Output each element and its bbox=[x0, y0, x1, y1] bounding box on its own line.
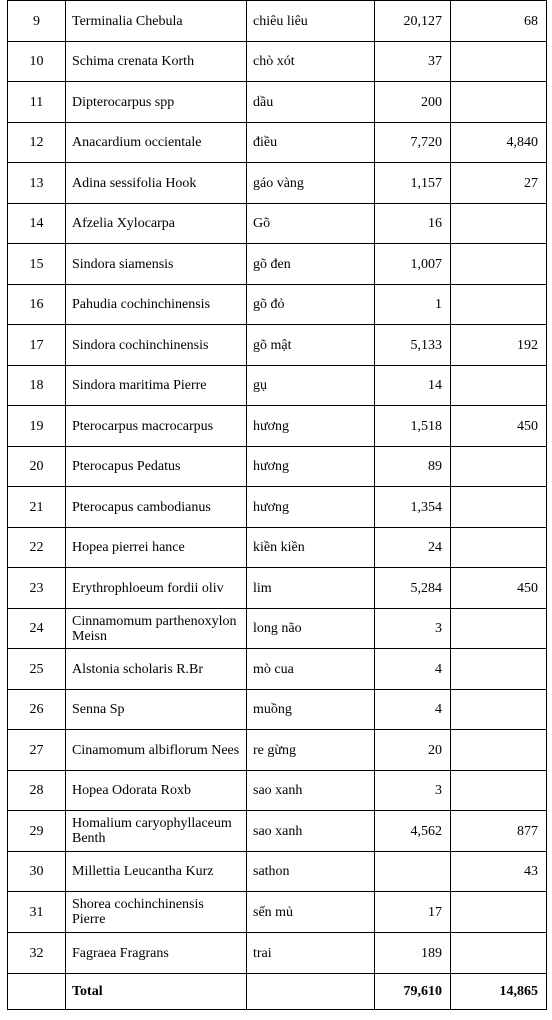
row-number: 32 bbox=[8, 933, 66, 974]
row-number: 26 bbox=[8, 690, 66, 730]
table-row bbox=[8, 366, 547, 406]
species-scientific-name: Sindora maritima Pierre bbox=[66, 366, 247, 406]
value-column-1: 4,562 bbox=[375, 811, 451, 852]
row-number: 14 bbox=[8, 204, 66, 244]
species-local-name: hương bbox=[247, 487, 375, 528]
value-column-2 bbox=[451, 447, 547, 487]
table-row bbox=[8, 568, 547, 609]
value-column-1 bbox=[375, 852, 451, 892]
table-row bbox=[8, 42, 547, 82]
row-number: 18 bbox=[8, 366, 66, 406]
row-number: 11 bbox=[8, 82, 66, 123]
value-column-1: 1,007 bbox=[375, 244, 451, 285]
species-scientific-name: Sindora siamensis bbox=[66, 244, 247, 285]
species-scientific-name: Erythrophloeum fordii oliv bbox=[66, 568, 247, 609]
row-number: 20 bbox=[8, 447, 66, 487]
species-scientific-name: Alstonia scholaris R.Br bbox=[66, 649, 247, 690]
row-number: 16 bbox=[8, 285, 66, 325]
table-row bbox=[8, 649, 547, 690]
species-local-name: chiêu liêu bbox=[247, 1, 375, 42]
value-column-2: 877 bbox=[451, 811, 547, 852]
table-row bbox=[8, 811, 547, 852]
total-row bbox=[8, 974, 547, 1010]
species-local-name: dầu bbox=[247, 82, 375, 123]
species-table-body bbox=[8, 1, 547, 1010]
species-scientific-name: Hopea Odorata Roxb bbox=[66, 771, 247, 811]
species-local-name: hương bbox=[247, 406, 375, 447]
value-column-1: 5,133 bbox=[375, 325, 451, 366]
value-column-2 bbox=[451, 649, 547, 690]
value-column-2 bbox=[451, 933, 547, 974]
value-column-2 bbox=[451, 609, 547, 649]
row-number: 28 bbox=[8, 771, 66, 811]
value-column-2: 27 bbox=[451, 163, 547, 204]
value-column-1: 1 bbox=[375, 285, 451, 325]
value-column-2 bbox=[451, 366, 547, 406]
row-number: 17 bbox=[8, 325, 66, 366]
species-scientific-name: Adina sessifolia Hook bbox=[66, 163, 247, 204]
value-column-1: 4 bbox=[375, 690, 451, 730]
species-scientific-name: Dipterocarpus spp bbox=[66, 82, 247, 123]
species-local-name: hương bbox=[247, 447, 375, 487]
species-local-name: điều bbox=[247, 123, 375, 163]
row-number: 13 bbox=[8, 163, 66, 204]
total-value-1: 79,610 bbox=[375, 974, 451, 1010]
table-row bbox=[8, 244, 547, 285]
total-row-number bbox=[8, 974, 66, 1010]
value-column-1: 3 bbox=[375, 609, 451, 649]
value-column-2: 450 bbox=[451, 568, 547, 609]
species-scientific-name: Anacardium occientale bbox=[66, 123, 247, 163]
species-local-name: re gừng bbox=[247, 730, 375, 771]
species-local-name: sến mủ bbox=[247, 892, 375, 933]
row-number: 30 bbox=[8, 852, 66, 892]
value-column-1: 189 bbox=[375, 933, 451, 974]
value-column-1: 1,354 bbox=[375, 487, 451, 528]
species-scientific-name: Cinnamomum parthenoxylon Meisn bbox=[66, 609, 247, 649]
species-scientific-name: Pterocapus Pedatus bbox=[66, 447, 247, 487]
species-scientific-name: Sindora cochinchinensis bbox=[66, 325, 247, 366]
row-number: 22 bbox=[8, 528, 66, 568]
table-row bbox=[8, 892, 547, 933]
species-local-name: gõ đỏ bbox=[247, 285, 375, 325]
species-local-name: gõ mật bbox=[247, 325, 375, 366]
value-column-1: 4 bbox=[375, 649, 451, 690]
species-local-name: gáo vàng bbox=[247, 163, 375, 204]
table-row bbox=[8, 285, 547, 325]
species-scientific-name: Pterocapus cambodianus bbox=[66, 487, 247, 528]
total-local-name bbox=[247, 974, 375, 1010]
value-column-2: 43 bbox=[451, 852, 547, 892]
species-scientific-name: Senna Sp bbox=[66, 690, 247, 730]
table-row bbox=[8, 730, 547, 771]
row-number: 25 bbox=[8, 649, 66, 690]
value-column-2: 192 bbox=[451, 325, 547, 366]
table-row bbox=[8, 1, 547, 42]
row-number: 10 bbox=[8, 42, 66, 82]
table-row bbox=[8, 528, 547, 568]
table-row bbox=[8, 609, 547, 649]
species-local-name: long não bbox=[247, 609, 375, 649]
table-row bbox=[8, 82, 547, 123]
table-row bbox=[8, 487, 547, 528]
row-number: 21 bbox=[8, 487, 66, 528]
species-scientific-name: Pahudia cochinchinensis bbox=[66, 285, 247, 325]
species-local-name: trai bbox=[247, 933, 375, 974]
value-column-1: 1,518 bbox=[375, 406, 451, 447]
value-column-2 bbox=[451, 690, 547, 730]
table-row bbox=[8, 933, 547, 974]
species-local-name: gụ bbox=[247, 366, 375, 406]
table-row bbox=[8, 163, 547, 204]
total-label: Total bbox=[66, 974, 247, 1010]
species-scientific-name: Cinamomum albiflorum Nees bbox=[66, 730, 247, 771]
value-column-2 bbox=[451, 82, 547, 123]
value-column-1: 1,157 bbox=[375, 163, 451, 204]
species-scientific-name: Fagraea Fragrans bbox=[66, 933, 247, 974]
species-scientific-name: Schima crenata Korth bbox=[66, 42, 247, 82]
species-local-name: kiền kiền bbox=[247, 528, 375, 568]
value-column-1: 24 bbox=[375, 528, 451, 568]
value-column-1: 20 bbox=[375, 730, 451, 771]
species-scientific-name: Millettia Leucantha Kurz bbox=[66, 852, 247, 892]
species-scientific-name: Pterocarpus macrocarpus bbox=[66, 406, 247, 447]
value-column-2 bbox=[451, 244, 547, 285]
table-row bbox=[8, 690, 547, 730]
table-row bbox=[8, 123, 547, 163]
value-column-2 bbox=[451, 204, 547, 244]
species-scientific-name: Shorea cochinchinensis Pierre bbox=[66, 892, 247, 933]
species-local-name: sao xanh bbox=[247, 811, 375, 852]
value-column-1: 89 bbox=[375, 447, 451, 487]
value-column-1: 5,284 bbox=[375, 568, 451, 609]
species-local-name: lim bbox=[247, 568, 375, 609]
row-number: 27 bbox=[8, 730, 66, 771]
row-number: 15 bbox=[8, 244, 66, 285]
row-number: 24 bbox=[8, 609, 66, 649]
value-column-2 bbox=[451, 42, 547, 82]
value-column-1: 20,127 bbox=[375, 1, 451, 42]
value-column-2: 450 bbox=[451, 406, 547, 447]
row-number: 12 bbox=[8, 123, 66, 163]
table-row bbox=[8, 447, 547, 487]
value-column-2: 4,840 bbox=[451, 123, 547, 163]
species-scientific-name: Afzelia Xylocarpa bbox=[66, 204, 247, 244]
value-column-1: 7,720 bbox=[375, 123, 451, 163]
species-local-name: chò xót bbox=[247, 42, 375, 82]
species-local-name: sao xanh bbox=[247, 771, 375, 811]
species-scientific-name: Terminalia Chebula bbox=[66, 1, 247, 42]
row-number: 23 bbox=[8, 568, 66, 609]
row-number: 9 bbox=[8, 1, 66, 42]
value-column-1: 14 bbox=[375, 366, 451, 406]
species-local-name: sathon bbox=[247, 852, 375, 892]
table-row bbox=[8, 406, 547, 447]
value-column-2 bbox=[451, 285, 547, 325]
value-column-1: 16 bbox=[375, 204, 451, 244]
row-number: 31 bbox=[8, 892, 66, 933]
species-scientific-name: Homalium caryophyllaceum Benth bbox=[66, 811, 247, 852]
species-local-name: gõ đen bbox=[247, 244, 375, 285]
value-column-1: 17 bbox=[375, 892, 451, 933]
value-column-1: 3 bbox=[375, 771, 451, 811]
species-scientific-name: Hopea pierrei hance bbox=[66, 528, 247, 568]
row-number: 19 bbox=[8, 406, 66, 447]
species-table bbox=[7, 0, 547, 1010]
total-value-2: 14,865 bbox=[451, 974, 547, 1010]
value-column-2: 68 bbox=[451, 1, 547, 42]
value-column-1: 37 bbox=[375, 42, 451, 82]
table-row bbox=[8, 852, 547, 892]
value-column-2 bbox=[451, 771, 547, 811]
species-local-name: muồng bbox=[247, 690, 375, 730]
value-column-1: 200 bbox=[375, 82, 451, 123]
table-row bbox=[8, 325, 547, 366]
value-column-2 bbox=[451, 487, 547, 528]
value-column-2 bbox=[451, 730, 547, 771]
table-row bbox=[8, 204, 547, 244]
row-number: 29 bbox=[8, 811, 66, 852]
species-local-name: mò cua bbox=[247, 649, 375, 690]
table-row bbox=[8, 771, 547, 811]
value-column-2 bbox=[451, 528, 547, 568]
species-local-name: Gõ bbox=[247, 204, 375, 244]
value-column-2 bbox=[451, 892, 547, 933]
